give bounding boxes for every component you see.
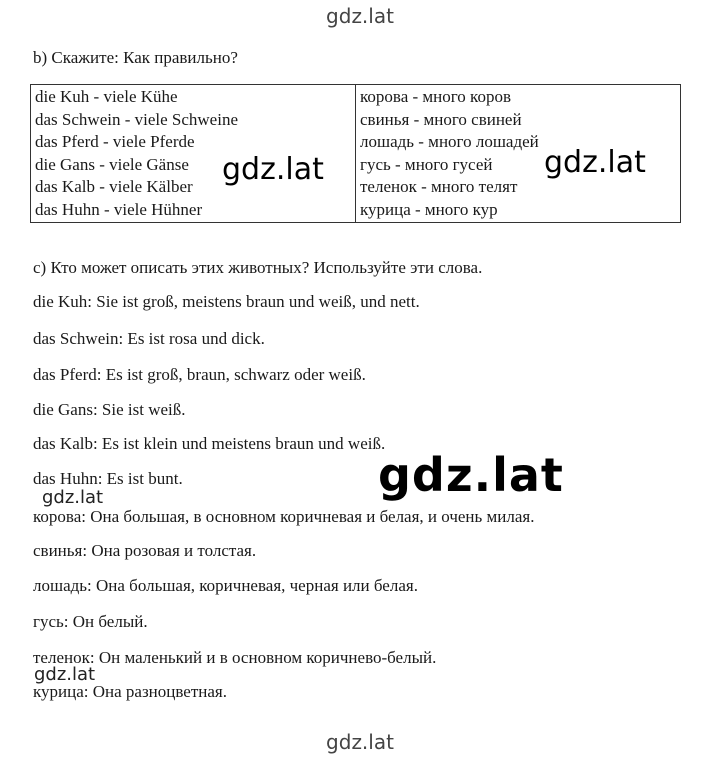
german-line: die Gans - viele Gänse [35,154,189,174]
russian-line: гусь - много гусей [360,154,493,174]
watermark-table-right: gdz.lat [540,145,650,180]
german-line: das Schwein - viele Schweine [35,109,238,129]
german-line: das Huhn - viele Hühner [35,199,203,219]
watermark-small-left-2: gdz.lat [34,664,96,685]
description-line: гусь: Он белый. [33,612,148,631]
german-line: das Kalb - viele Kälber [35,177,193,196]
description-line: die Kuh: Sie ist groß, meistens braun und weiß, und nett. [33,292,420,311]
section-c-heading: c) Кто может описать этих животных? Используйте эти слова. [33,258,483,277]
german-line: die Kuh - viele Kühe [35,87,178,106]
description-line: das Huhn: Es ist bunt. [33,469,183,488]
russian-line: корова - много коров [360,87,511,106]
description-line: теленок: Он маленький и в основном коричнево-белый. [33,648,437,667]
description-line: das Schwein: Es ist rosa und dick. [33,329,265,348]
description-line: лошадь: Она большая, коричневая, черная или белая. [33,576,418,595]
description-line: das Pferd: Es ist groß, braun, schwarz oder weiß. [33,365,366,384]
description-line: die Gans: Sie ist weiß. [33,400,186,419]
watermark-small-left-1: gdz.lat [42,487,104,508]
description-line: свинья: Она розовая и толстая. [33,541,257,560]
watermark-top: gdz.lat [326,4,394,28]
description-line: das Kalb: Es ist klein und meistens braun und weiß. [33,434,386,453]
russian-line: свинья - много свиней [360,109,522,129]
russian-line: теленок - много телят [360,177,518,196]
watermark-table-left: gdz.lat [218,152,328,187]
german-line: das Pferd - viele Pferde [35,132,195,151]
description-line: корова: Она большая, в основном коричневая и белая, и очень милая. [33,507,535,526]
watermark-bottom: gdz.lat [326,730,394,754]
description-line: курица: Она разноцветная. [33,682,227,701]
russian-line: лошадь - много лошадей [360,132,539,151]
russian-line: курица - много кур [360,199,498,219]
section-b-heading: b) Скажите: Как правильно? [33,48,238,67]
watermark-center: gdz.lat [378,448,564,502]
